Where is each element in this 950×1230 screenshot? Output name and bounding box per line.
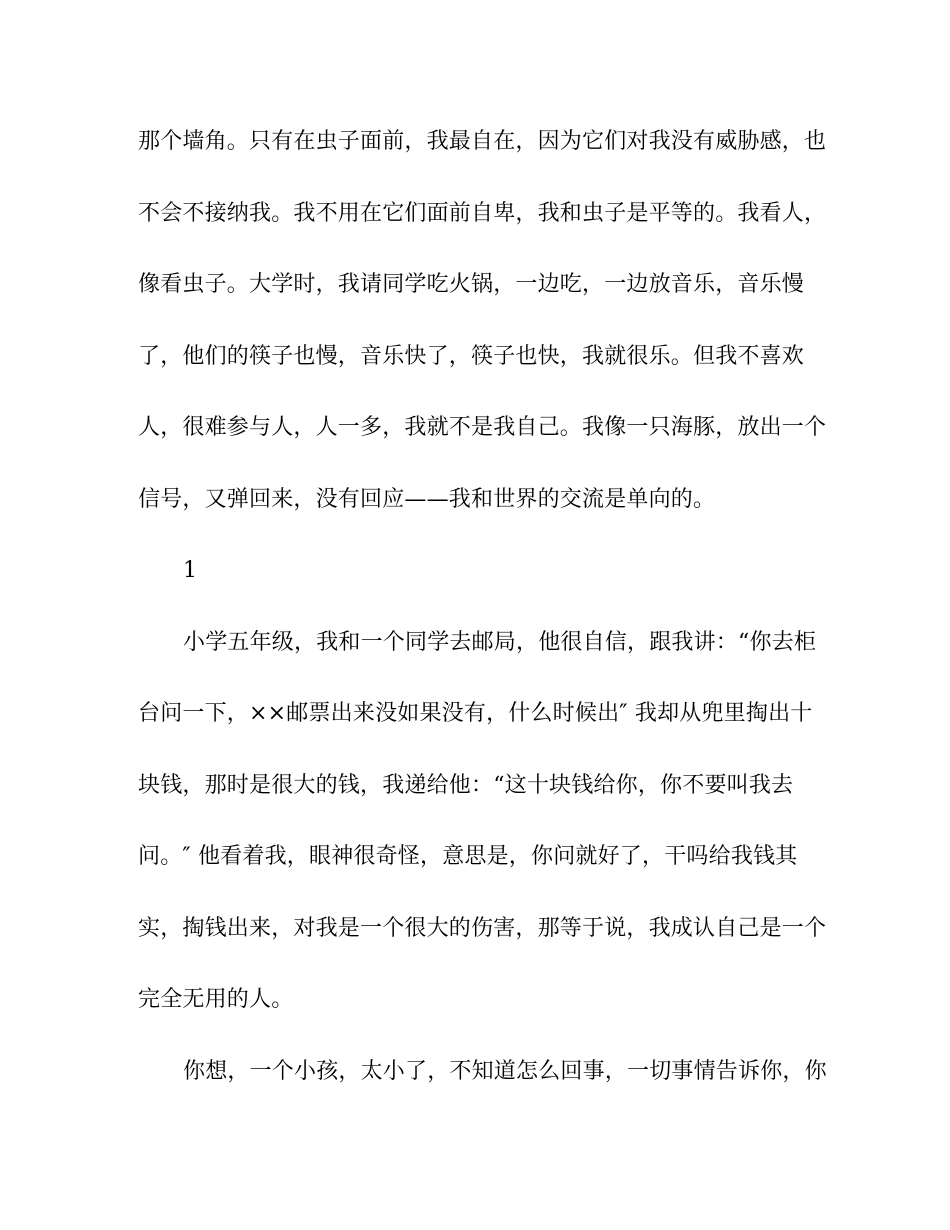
text-line: 人，很难参与人，人一多，我就不是我自己。我像一只海豚，放出一个 [138,415,827,440]
text-line: 台问一下，××邮票出来没如果没有，什么时候出″ 我却从兜里掏出十 [138,701,813,726]
text-line: 你想，一个小孩，太小了，不知道怎么回事，一切事情告诉你，你 [183,1059,827,1084]
text-line: 小学五年级，我和一个同学去邮局，他很自信，跟我讲：“你去柜 [183,630,817,655]
text-line: 不会不接纳我。我不用在它们面前自卑，我和虫子是平等的。我看人， [138,201,827,226]
text-line: 那个墙角。只有在虫子面前，我最自在，因为它们对我没有威胁感，也 [138,129,827,154]
text-line: 实，掏钱出来，对我是一个很大的伤害，那等于说，我成认自己是一个 [138,916,827,941]
text-line: 问。″ 他看着我，眼神很奇怪，意思是，你问就好了，干吗给我钱其 [138,844,798,869]
section-number: 1 [183,558,198,583]
text-line: 像看虫子。大学时，我请同学吃火锅，一边吃，一边放音乐，音乐慢 [138,272,805,297]
text-line: 了，他们的筷子也慢，音乐快了，筷子也快，我就很乐。但我不喜欢 [138,344,805,369]
text-line: 信号，又弹回来，没有回应——我和世界的交流是单向的。 [138,487,716,512]
text-line: 块钱，那时是很大的钱，我递给他：“这十块钱给你，你不要叫我去 [138,773,794,798]
text-line: 完全无用的人。 [138,987,294,1012]
